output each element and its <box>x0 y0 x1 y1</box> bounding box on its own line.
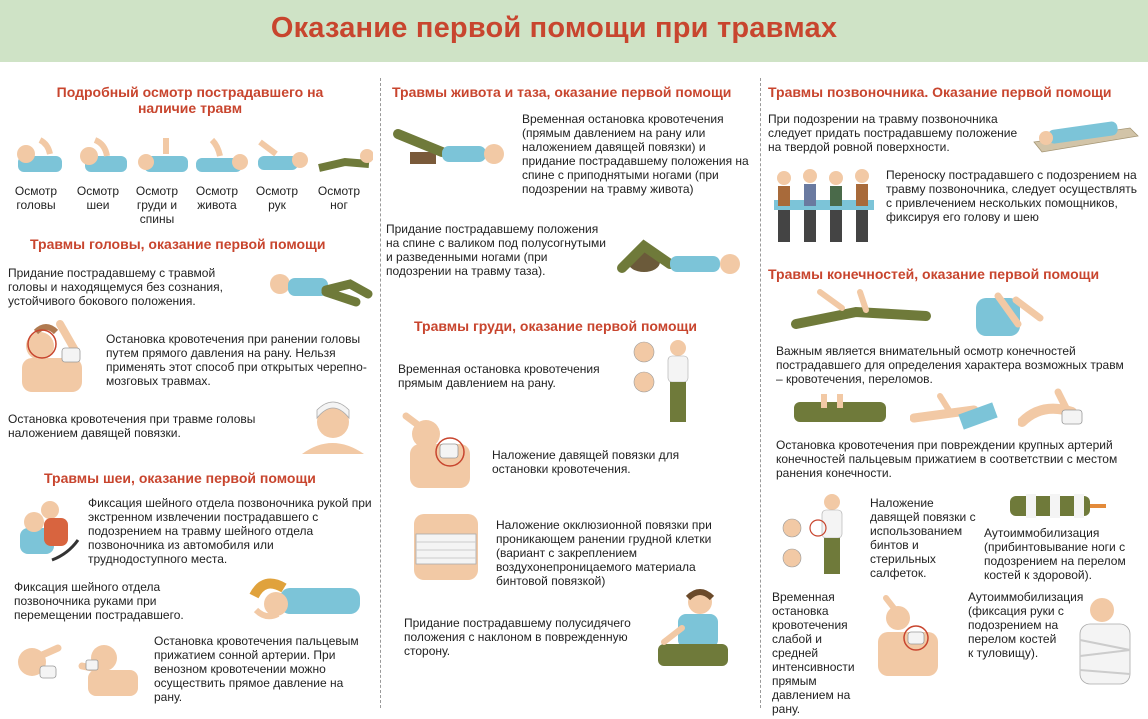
chest-text-4: Придание пострадавшему полусидячего положения с наклоном в поврежденную сторону. <box>404 616 631 658</box>
spine-text-1: При подозрении на травму позвоночника следует придать пострадавшему положение на твердой ровной поверхности. <box>768 112 1018 154</box>
limbs-text-3: Наложение давящей повязки с использованием бинтов и стерильных салфеток. <box>870 496 976 580</box>
chest-injuries-heading: Травмы груди, оказание первой помощи <box>414 318 697 334</box>
occlusive-dressing-figure <box>402 508 490 580</box>
head-text-1: Придание пострадавшему с травмой головы и находящемуся без сознания, устойчивого бокового положения. <box>8 266 223 308</box>
column-divider <box>760 78 761 708</box>
exam-head-figure <box>12 134 70 180</box>
chest-text-3: Наложение окклюзионной повязки при проникающем ранении грудной клетки (вариант с закреплением воздухонепроницаемого материала бинтовой повязкой) <box>496 518 712 588</box>
arm-wound-pressure-figure <box>872 592 960 678</box>
exam-label: Осмотр рук <box>255 184 299 212</box>
neck-text-2: Фиксация шейного отдела позвоночника руками при перемещении пострадавшего. <box>14 580 184 622</box>
exam-label: Осмотр головы <box>14 184 58 212</box>
head-injuries-heading: Травмы головы, оказание первой помощи <box>30 236 326 252</box>
abdomen-text-2: Придание пострадавшему положения на спине с валиком под полусогнутыми и разведенными ногами (при подозрении на травму таза). <box>386 222 606 278</box>
carotid-pressure-figure-2 <box>72 636 142 696</box>
arm-sling-figure <box>1066 596 1144 690</box>
spine-carry-figure <box>770 166 878 244</box>
neck-text-3: Остановка кровотечения пальцевым прижатием сонной артерии. При венозном кровотечении можно осуществить прямое давление на рану. <box>154 634 359 704</box>
pelvis-roll-figure <box>614 228 750 280</box>
carotid-pressure-figure-1 <box>10 636 68 694</box>
limbs-injuries-heading: Травмы конечностей, оказание первой помощи <box>768 266 1100 282</box>
title-banner <box>0 0 1148 62</box>
head-pressure-figure <box>12 318 102 392</box>
exam-label: Осмотр шеи <box>76 184 120 212</box>
chest-pressure-figure <box>630 338 696 424</box>
limb-bandage-figure <box>778 488 864 576</box>
neck-text-1: Фиксация шейного отдела позвоночника рукой при экстренном извлечении пострадавшего с подозрением на травму шейного отдела позвоночника из автомобиля или труднодоступного места. <box>88 496 372 566</box>
head-text-3: Остановка кровотечения при травме головы наложением давящей повязки. <box>8 412 256 440</box>
abdomen-injuries-heading: Травмы живота и таза, оказание первой помощи <box>392 84 732 100</box>
exam-label: Осмотр ног <box>317 184 361 212</box>
limbs-text-1: Важным является внимательный осмотр конечностей пострадавшего для определения характера возможных травм – кровотечения, переломов. <box>776 344 1124 386</box>
neck-injuries-heading: Травмы шеи, оказание первой помощи <box>44 470 316 486</box>
neck-fixation-hands-figure <box>240 566 372 628</box>
chest-text-1: Временная остановка кровотечения прямым давлением на рану. <box>398 362 600 390</box>
flat-surface-figure <box>1030 108 1142 156</box>
exam-chest-figure <box>136 134 194 180</box>
head-text-2: Остановка кровотечения при ранении головы путем прямого давления на рану. Нельзя применять этот способ при открытых черепно-мозговых травмах. <box>106 332 367 388</box>
limbs-text-4: Аутоиммобилизация (прибинтовывание ноги с подозрением на перелом костей к здоровой). <box>984 526 1126 582</box>
column-divider <box>380 78 381 708</box>
leg-pressure-figure <box>790 392 890 432</box>
limbs-text-2: Остановка кровотечения при повреждении крупных артерий конечностей пальцевым прижатием в соответствии с местом ранения конечности. <box>776 438 1118 480</box>
chest-bandage-figure <box>396 408 486 488</box>
arm-exam-figure <box>972 290 1046 342</box>
exam-abdomen-figure <box>190 134 248 180</box>
head-bandage-figure <box>298 396 368 454</box>
hand-pressure-figure <box>1018 386 1090 432</box>
exam-arms-figure <box>250 134 308 180</box>
exam-neck-figure <box>75 134 133 180</box>
legs-raised-figure <box>390 114 510 168</box>
neck-fixation-car-figure <box>12 494 84 564</box>
arm-pressure-figure <box>910 388 1002 430</box>
exam-heading: Подробный осмотр пострадавшего на наличие травм <box>56 84 324 116</box>
page-title: Оказание первой помощи при травмах <box>270 12 838 44</box>
abdomen-text-1: Временная остановка кровотечения (прямым давлением на рану или наложением давящей повязки) и придание пострадавшему положения на спине с приподнятыми ногами (при подозрении на травму живота) <box>522 112 749 196</box>
leg-exam-figure <box>790 288 932 332</box>
spine-text-2: Переноску пострадавшего с подозрением на травму позвоночника, следует осуществлять с привлечением нескольких помощников, фиксируя его голову и шею <box>886 168 1138 224</box>
spine-injuries-heading: Травмы позвоночника. Оказание первой помощи <box>768 84 1112 100</box>
semi-sitting-figure <box>648 584 742 670</box>
limbs-text-5: Временная остановка кровотечения слабой и средней интенсивности прямым давлением на рану. <box>772 590 855 716</box>
leg-autoimmobilization-figure <box>1006 488 1110 522</box>
recovery-position-figure <box>262 262 374 310</box>
exam-label: Осмотр живота <box>195 184 239 212</box>
exam-legs-figure <box>315 134 373 180</box>
chest-text-2: Наложение давящей повязки для остановки кровотечения. <box>492 448 680 476</box>
limbs-text-6: Аутоиммобилизация (фиксация руки с подозрением на перелом костей к туловищу). <box>968 590 1084 660</box>
exam-label: Осмотр груди и спины <box>135 184 179 226</box>
